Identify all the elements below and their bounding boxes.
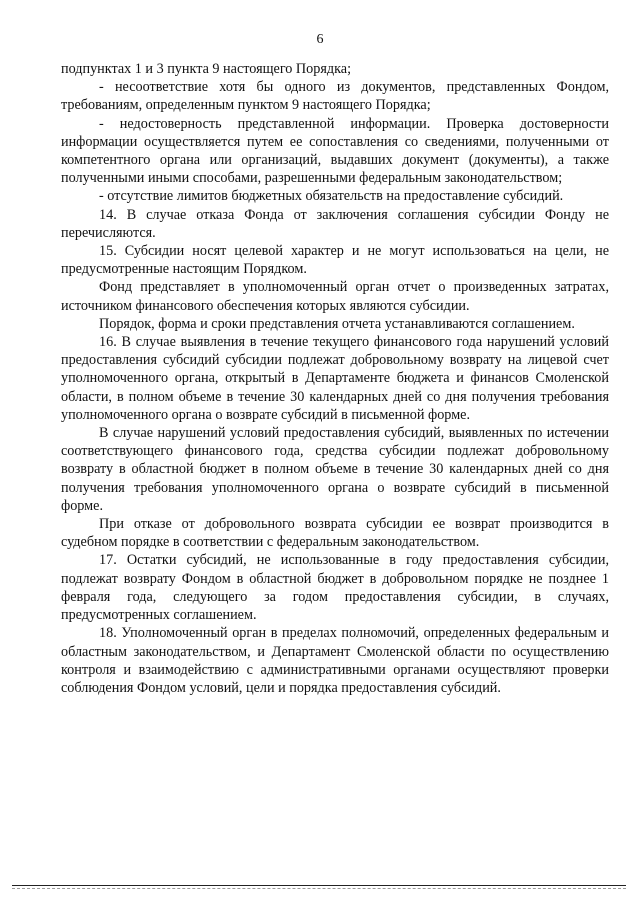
paragraph-violations-after-year: В случае нарушений условий предоставления субсидий, выявленных по истечении соответствующего финансового года, средства субсидии подлежат добровольному возврату в областной бюджет в полном объеме в течение 30 календарных дней со дня получения требования уполномоченного органа о возврате субсидий в письменной форме. bbox=[61, 425, 609, 514]
document-body bbox=[61, 60, 609, 697]
paragraph-clause-17: 17. Остатки субсидий, не использованные в году предоставления субсидии, подлежат возврату Фондом в областной бюджет в добровольном порядке не позднее 1 февраля года, следующего за годом предоставления субсидии, в случаях, предусмотренных соглашением. bbox=[61, 552, 609, 624]
page-number: 6 bbox=[316, 32, 324, 47]
paragraph-clause-15: 15. Субсидии носят целевой характер и не могут использоваться на цели, не предусмотренные настоящим Порядком. bbox=[61, 243, 609, 278]
paragraph-report: Фонд представляет в уполномоченный орган отчет о произведенных затратах, источником финансового обеспечения которых являются субсидии. bbox=[61, 279, 609, 314]
paragraph-report-procedure: Порядок, форма и сроки представления отчета устанавливаются соглашением. bbox=[99, 315, 575, 332]
paragraph-clause-16: 16. В случае выявления в течение текущего финансового года нарушений условий предоставления субсидий субсидии подлежат добровольному возврату на лицевой счет уполномоченного органа, открытый в Департаменте бюджета и финансов Смоленской области, в полном объеме в течение 30 календарных дней со дня получения требования уполномоченного органа о возврате субсидий в письменной форме. bbox=[61, 334, 609, 423]
footer-divider bbox=[12, 885, 626, 886]
paragraph-document-mismatch: - несоответствие хотя бы одного из документов, представленных Фондом, требованиям, определенным пунктом 9 настоящего Порядка; bbox=[61, 79, 609, 114]
paragraph-no-budget-limits: - отсутствие лимитов бюджетных обязательств на предоставление субсидий. bbox=[99, 188, 564, 205]
paragraph-clause-18: 18. Уполномоченный орган в пределах полномочий, определенных федеральным и областным законодательством, и Департамент Смоленской области по осуществлению контроля и взаимодействию с административными органами осуществляют проверки соблюдения Фондом условий, цели и порядка предоставления субсидий. bbox=[61, 625, 609, 696]
paragraph-unreliable-info: - недостоверность представленной информации. Проверка достоверности информации осуществляется путем ее сопоставления со сведениями, полученными от компетентного органа или организаций, выдавших документ (документы), а также полученными иными способами, разрешенными федеральным законодательством; bbox=[61, 115, 609, 187]
paragraph-clause-14: 14. В случае отказа Фонда от заключения соглашения субсидии Фонду не перечисляются. bbox=[61, 206, 609, 241]
footer-divider-faint bbox=[12, 888, 626, 889]
paragraph-continuation: подпунктах 1 и 3 пункта 9 настоящего Порядка; bbox=[61, 61, 352, 77]
paragraph-court-return: При отказе от добровольного возврата субсидии ее возврат производится в судебном порядке в соответствии с федеральным законодательством. bbox=[61, 516, 609, 551]
